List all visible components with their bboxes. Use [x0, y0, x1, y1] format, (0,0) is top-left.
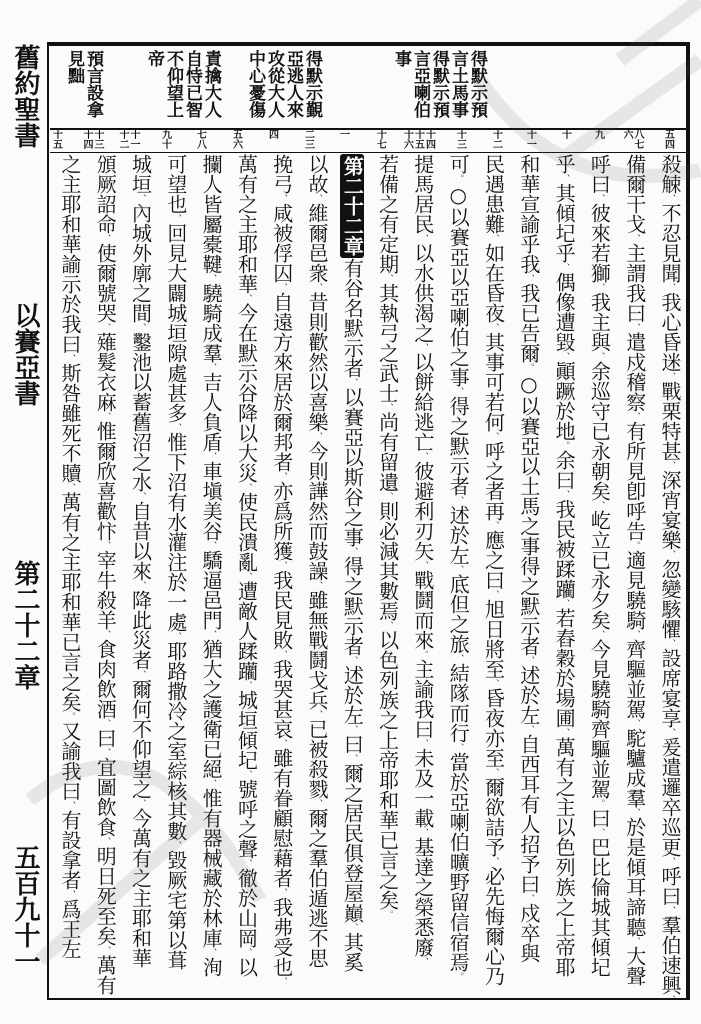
punctuation-mark: 、	[347, 378, 358, 387]
punctuation-mark: 、	[629, 412, 640, 421]
punctuation-mark: 、	[206, 274, 217, 283]
punctuation-mark: 、	[453, 743, 464, 752]
punctuation-mark: 、	[488, 857, 499, 866]
punctuation-mark: 、	[594, 501, 605, 510]
chapter-title: 第二十二章	[10, 560, 40, 690]
text-column: 提馬居民、以水供渴之、以餅給逃亡、彼避利刃矢、戰鬪而來。主諭我曰、未及一載、基達之榮悉廢、	[410, 154, 435, 966]
punctuation-mark: 、	[629, 719, 640, 728]
punctuation-mark: 、	[100, 719, 111, 728]
text-column: 城垣、內城外廓之間、鑿池以蓄舊沼之水、自昔以來、降此災者、爾何不仰望之、今萬有之主耶和華	[128, 154, 153, 968]
text-column	[334, 154, 369, 972]
punctuation-mark: 、	[206, 363, 217, 372]
punctuation-mark: 。	[523, 363, 534, 372]
punctuation-mark: 、	[135, 323, 146, 332]
text-column: 之主耶和華諭示於我曰、斯咎雖死不贖、萬有之主耶和華已言之矣。又諭我曰、有設拿者、爲王左	[57, 154, 82, 959]
punctuation-mark: 、	[594, 630, 605, 639]
punctuation-mark: 、	[241, 681, 252, 690]
punctuation-mark: 、	[629, 937, 640, 946]
punctuation-mark: 、	[135, 581, 146, 590]
text-column: 若備之有定期、其執弓之武士、尚有留遺、則必減其數焉、以色列族之上帝耶和華已言之矣。	[375, 154, 400, 919]
punctuation-mark: 、	[453, 387, 464, 396]
punctuation-mark: 、	[100, 837, 111, 846]
punctuation-mark: 。	[594, 799, 605, 808]
punctuation-mark: 、	[241, 859, 252, 868]
punctuation-mark: 、	[594, 194, 605, 203]
text-body	[51, 154, 687, 1004]
verse-number: 五四	[662, 129, 674, 149]
punctuation-mark: 、	[665, 283, 675, 292]
text-column: 和華宣諭乎我、我已告爾。○以賽亞以土馬之事得之默示者、述於左、自西耳有人招予曰、戍卒與	[516, 154, 541, 963]
verse-number: 一	[337, 129, 349, 139]
punctuation-mark: 、	[665, 995, 675, 1004]
punctuation-mark: 、	[417, 828, 428, 837]
punctuation-mark: 、	[629, 234, 640, 243]
punctuation-mark: 、	[665, 194, 675, 203]
punctuation-mark: 、	[417, 234, 428, 243]
punctuation-mark: 。	[453, 972, 464, 981]
punctuation-mark: 、	[665, 728, 675, 737]
verse-number: 十四十五十六	[401, 129, 435, 149]
punctuation-mark: 、	[665, 906, 675, 915]
summary-group	[64, 50, 102, 118]
page-number: 五百九十一	[10, 844, 40, 974]
verse-number: 十三十四	[81, 129, 103, 149]
punctuation-mark: 、	[312, 710, 323, 719]
punctuation-mark: 、	[241, 483, 252, 492]
punctuation-mark: 、	[523, 656, 534, 665]
summary-line: 得默示預	[467, 50, 487, 118]
punctuation-mark: 、	[559, 728, 570, 737]
punctuation-mark: 、	[417, 343, 428, 352]
punctuation-mark: 、	[276, 739, 287, 748]
summary-line: 攻從大人	[264, 50, 284, 118]
verse-number: 五六	[230, 129, 242, 149]
punctuation-mark: 、	[382, 621, 393, 630]
punctuation-mark: 、	[382, 492, 393, 501]
punctuation-mark: 、	[594, 283, 605, 292]
punctuation-mark: 。	[417, 650, 428, 659]
punctuation-mark: 、	[206, 452, 217, 461]
punctuation-mark: 、	[559, 263, 570, 272]
summary-line: 得默示預	[429, 50, 449, 118]
text-column: 挽弓、咸被俘囚、自遠方來居於爾邦者、亦爲所獲、我民見敗、我哭甚哀、雖有眷顧慰藉者、我弗受也、	[269, 154, 294, 986]
punctuation-mark: 、	[170, 841, 181, 850]
summary-line: 預言設拿	[83, 50, 103, 118]
text-column: 可。○以賽亞以亞喇伯之事、得之默示者、述於左、底但之旅、結隊而行、當於亞喇伯曠野留信宿焉。	[446, 154, 471, 981]
punctuation-mark: 、	[559, 490, 570, 499]
punctuation-mark: 、	[276, 194, 287, 203]
summary-line: 不仰望上	[163, 50, 183, 118]
punctuation-mark: 、	[135, 492, 146, 501]
summary-line: 亞逃人來	[283, 50, 303, 118]
punctuation-mark: 、	[665, 639, 675, 648]
verse-number: 二三	[302, 129, 314, 149]
punctuation-mark: 、	[559, 352, 570, 361]
verse-number: 七八	[194, 129, 206, 149]
text-column: 備爾干戈、主謂我曰、遣戍稽察、有所見卽呼告。適見驍騎、齊驅並駕、駝驢成羣、於是傾耳諦聽、大聲	[622, 154, 647, 986]
punctuation-mark: 、	[453, 496, 464, 505]
punctuation-mark: 、	[559, 174, 570, 183]
punctuation-mark: 、	[629, 323, 640, 332]
punctuation-mark: 、	[276, 472, 287, 481]
punctuation-mark: 、	[488, 521, 499, 530]
punctuation-mark: 、	[100, 234, 111, 243]
running-title	[2, 44, 44, 974]
summary-line: 見黜	[64, 50, 84, 84]
punctuation-mark: 、	[665, 550, 675, 559]
punctuation-mark: 、	[241, 294, 252, 303]
summary-line: 事	[391, 50, 411, 67]
punctuation-mark: 、	[135, 670, 146, 679]
summary-line: 自恃已智	[182, 50, 202, 118]
punctuation-mark: 、	[347, 656, 358, 665]
verse-number: 十	[559, 129, 571, 139]
punctuation-mark: 、	[276, 888, 287, 897]
punctuation-mark: 、	[241, 572, 252, 581]
column-text: 有谷名默示者、以賽亞以斯谷之事、得之默示者、述於左、曰、爾之居民俱登屋巔、其奚	[340, 258, 365, 972]
punctuation-mark: 、	[64, 483, 75, 492]
book-collection-title: 舊約聖書	[10, 44, 40, 148]
punctuation-mark: 。	[559, 441, 570, 450]
punctuation-mark: 、	[276, 561, 287, 570]
verse-number: 十三	[454, 129, 466, 149]
punctuation-mark: 、	[453, 654, 464, 663]
text-column: 可望也、回見大闢城垣隙處甚多、惟下沼有水灌注於一處、耶路撒冷之室綜核其數、毀厥宅第以葺	[163, 154, 188, 970]
verse-number: 九十	[159, 129, 171, 149]
punctuation-mark: 、	[594, 352, 605, 361]
punctuation-mark: 、	[100, 946, 111, 955]
punctuation-mark: 、	[417, 452, 428, 461]
punctuation-mark: 、	[417, 739, 428, 748]
punctuation-mark: 、	[312, 799, 323, 808]
summary-line: 言亞喇伯	[410, 50, 430, 118]
summary-line: 責擒大人	[201, 50, 221, 118]
punctuation-mark: 、	[488, 234, 499, 243]
punctuation-mark: 、	[629, 808, 640, 817]
text-column: 殺觫、不忍見聞、我心昏迷、戰栗特甚、深宵宴樂、忽變駭懼、設席宴享、爰遣邏卒巡更、呼曰、羣伯速興、	[658, 154, 682, 1004]
summary-group	[391, 50, 486, 118]
text-column: 民遇患難、如在昏夜、其事可若何、呼之者再、應之曰、旭日將至、昏夜亦至、爾欲詰予、必先悔爾心乃	[481, 154, 506, 986]
summary-group	[144, 50, 220, 118]
punctuation-mark: 、	[170, 423, 181, 432]
punctuation-mark: 、	[276, 650, 287, 659]
punctuation-mark: 、	[135, 194, 146, 203]
verse-number: 八七六	[621, 129, 643, 149]
section-summary-header	[50, 48, 686, 130]
punctuation-mark: 、	[64, 801, 75, 810]
verse-number: 十七	[374, 129, 386, 149]
punctuation-mark: 、	[312, 432, 323, 441]
punctuation-mark: 、	[382, 274, 393, 283]
text-column: 攔人皆屬橐鞬、驍騎成羣、吉人負盾、車塡美谷、驕逼邑門、猶大之護衛已絕、惟有器械藏於林庫、洵	[199, 154, 224, 977]
verse-number: 九	[592, 129, 604, 139]
punctuation-mark: 、	[206, 948, 217, 957]
punctuation-mark: 、	[206, 779, 217, 788]
punctuation-mark: 、	[206, 630, 217, 639]
punctuation-mark: 、	[488, 323, 499, 332]
punctuation-mark: 、	[488, 768, 499, 777]
text-column: 乎、其傾圮乎、偶像遭毀、顚蹶於地。余曰、我民被蹂躪、若舂穀於場圃、萬有之主以色列族之上帝耶	[552, 154, 577, 977]
punctuation-mark: 、	[100, 323, 111, 332]
summary-line: 得默示覲	[302, 50, 322, 118]
text-column: 呼曰、彼來若獅、我主與、余巡守已永朝矣、屹立已永夕矣、今見驍騎齊驅並駕。曰、巴比倫城其傾圮	[587, 154, 612, 977]
punctuation-mark: 、	[665, 461, 675, 470]
punctuation-mark: 、	[206, 541, 217, 550]
punctuation-mark: 、	[347, 547, 358, 556]
summary-line: 帝	[144, 50, 164, 67]
punctuation-mark: 、	[100, 748, 111, 757]
punctuation-mark: 、	[347, 754, 358, 763]
verse-number: 十二	[490, 129, 502, 149]
punctuation-mark: 。	[64, 712, 75, 721]
punctuation-mark: 、	[347, 923, 358, 932]
punctuation-mark: 、	[417, 561, 428, 570]
verse-number: 十五	[50, 129, 62, 149]
punctuation-mark: 、	[347, 725, 358, 734]
verse-number: 十一十二	[117, 129, 139, 149]
punctuation-mark: 、	[523, 274, 534, 283]
punctuation-mark: 、	[488, 590, 499, 599]
punctuation-mark: 、	[276, 977, 287, 986]
punctuation-mark: 、	[64, 354, 75, 363]
punctuation-mark: 、	[523, 894, 534, 903]
punctuation-mark: 、	[594, 828, 605, 837]
punctuation-mark: 、	[453, 565, 464, 574]
punctuation-mark: 、	[523, 725, 534, 734]
punctuation-mark: 、	[665, 372, 675, 381]
punctuation-mark: 、	[559, 599, 570, 608]
punctuation-mark: 、	[64, 890, 75, 899]
book-title: 以賽亞書	[10, 302, 40, 406]
punctuation-mark: 。	[382, 910, 393, 919]
text-column: 以故、維爾邑衆、昔則歡然以喜樂、今則譁然而鼓譟、雖無戰鬪戈兵、已被殺戮、爾之羣伯遁逃不思	[305, 154, 330, 968]
punctuation-mark: 、	[488, 679, 499, 688]
punctuation-mark: 、	[100, 541, 111, 550]
punctuation-mark: 、	[241, 948, 252, 957]
punctuation-mark: 、	[135, 799, 146, 808]
text-column: 萬有之主耶和華、今在默示谷降以大災、使民潰亂、遭敵人蹂躪、城垣傾圮、號呼之聲、徹於山岡、以	[234, 154, 259, 977]
summary-line: 言土馬事	[448, 50, 468, 118]
punctuation-mark: 、	[629, 630, 640, 639]
chapter-heading: 第二十二章	[340, 156, 365, 256]
punctuation-mark: 、	[312, 581, 323, 590]
verse-number: 四	[266, 129, 278, 139]
punctuation-mark: 、	[382, 403, 393, 412]
punctuation-mark: 、	[170, 214, 181, 223]
text-column: 頒厥詔命、使爾號哭、薙髮衣麻、惟爾欣喜歡忭、宰牛殺羊、食肉飲酒、曰、宜圖飲食、明日死至矣、萬有	[93, 154, 118, 995]
verse-number-row	[50, 128, 686, 153]
punctuation-mark: 、	[170, 632, 181, 641]
punctuation-mark: 、	[312, 283, 323, 292]
summary-group	[245, 50, 321, 118]
punctuation-mark: 、	[241, 770, 252, 779]
punctuation-mark: 、	[100, 412, 111, 421]
punctuation-mark: 、	[100, 630, 111, 639]
punctuation-mark: 。	[453, 174, 464, 183]
punctuation-mark: 、	[312, 194, 323, 203]
punctuation-mark: 、	[488, 432, 499, 441]
summary-line: 中心憂傷	[245, 50, 265, 118]
verse-number: 十一	[524, 129, 536, 149]
punctuation-mark: 、	[276, 283, 287, 292]
punctuation-mark: 、	[665, 857, 675, 866]
punctuation-mark: 。	[629, 541, 640, 550]
punctuation-mark: 、	[417, 957, 428, 966]
